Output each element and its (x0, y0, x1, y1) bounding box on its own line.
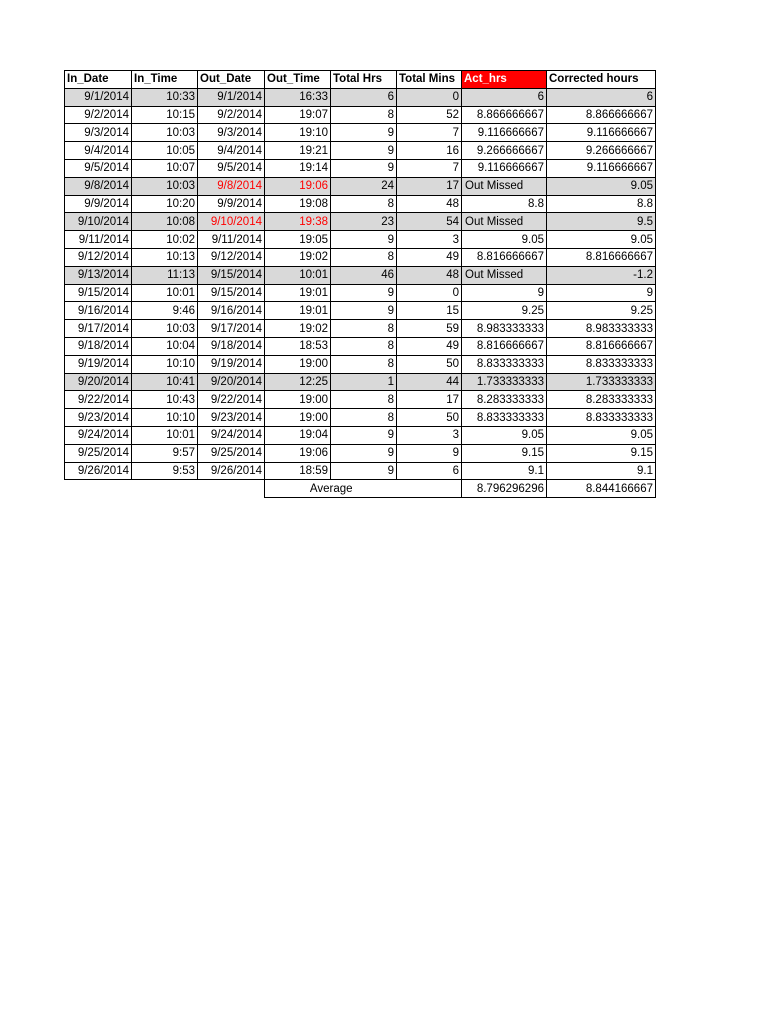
cell-total-hrs[interactable]: 9 (331, 124, 397, 142)
cell-in-date[interactable]: 9/11/2014 (65, 231, 132, 249)
table-row (65, 409, 656, 427)
cell-in-date[interactable]: 9/10/2014 (65, 213, 132, 231)
cell-out-date[interactable]: 9/1/2014 (198, 88, 265, 106)
cell-corrected-hours[interactable]: 9.15 (547, 444, 656, 462)
cell-total-mins[interactable]: 44 (397, 373, 462, 391)
cell-in-time[interactable]: 10:07 (132, 159, 198, 177)
cell-total-hrs[interactable]: 23 (331, 213, 397, 231)
table-row (65, 177, 656, 195)
cell-act-hrs[interactable]: 9.05 (462, 426, 547, 444)
cell-in-time[interactable]: 10:10 (132, 409, 198, 427)
header-total-mins[interactable]: Total Mins (397, 71, 462, 89)
cell-out-date[interactable]: 9/11/2014 (198, 231, 265, 249)
cell-out-date[interactable]: 9/24/2014 (198, 426, 265, 444)
header-out-time[interactable]: Out_Time (265, 71, 331, 89)
cell-out-time[interactable]: 10:01 (265, 266, 331, 284)
cell-out-date[interactable]: 9/15/2014 (198, 266, 265, 284)
cell-total-mins[interactable]: 9 (397, 444, 462, 462)
cell-out-time[interactable]: 19:06 (265, 444, 331, 462)
average-act-hrs[interactable]: 8.796296296 (462, 480, 547, 498)
cell-out-date[interactable]: 9/22/2014 (198, 391, 265, 409)
table-row (65, 302, 656, 320)
cell-out-date[interactable]: 9/19/2014 (198, 355, 265, 373)
cell-act-hrs[interactable]: 9.15 (462, 444, 547, 462)
cell-out-time[interactable]: 19:00 (265, 355, 331, 373)
average-row (65, 480, 656, 498)
cell-act-hrs[interactable]: 8.8 (462, 195, 547, 213)
cell-act-hrs[interactable]: 8.833333333 (462, 409, 547, 427)
cell-in-time[interactable]: 10:05 (132, 142, 198, 160)
cell-out-time[interactable]: 19:10 (265, 124, 331, 142)
cell-out-date[interactable]: 9/17/2014 (198, 320, 265, 338)
cell-out-time[interactable]: 19:05 (265, 231, 331, 249)
cell-total-mins[interactable]: 50 (397, 409, 462, 427)
cell-in-date[interactable]: 9/22/2014 (65, 391, 132, 409)
table-row (65, 195, 656, 213)
table-row (65, 373, 656, 391)
cell-corrected-hours[interactable]: 9.05 (547, 231, 656, 249)
cell-act-hrs[interactable]: 6 (462, 88, 547, 106)
cell-total-hrs[interactable]: 9 (331, 426, 397, 444)
average-label[interactable]: Average (265, 480, 397, 498)
cell-in-time[interactable]: 9:57 (132, 444, 198, 462)
cell-total-mins[interactable]: 54 (397, 213, 462, 231)
cell-corrected-hours[interactable]: 8.866666667 (547, 106, 656, 124)
cell-out-time[interactable]: 16:33 (265, 88, 331, 106)
table-row (65, 213, 656, 231)
header-corrected-hours[interactable]: Corrected hours (547, 71, 656, 89)
table-row (65, 266, 656, 284)
cell-total-hrs[interactable]: 9 (331, 302, 397, 320)
cell-total-hrs[interactable]: 8 (331, 320, 397, 338)
header-in-date[interactable]: In_Date (65, 71, 132, 89)
table-row (65, 142, 656, 160)
cell-out-date[interactable]: 9/15/2014 (198, 284, 265, 302)
table-row (65, 159, 656, 177)
cell-total-mins[interactable]: 3 (397, 231, 462, 249)
cell-in-time[interactable]: 10:03 (132, 320, 198, 338)
cell-corrected-hours[interactable]: 9 (547, 284, 656, 302)
cell-corrected-hours[interactable]: 9.25 (547, 302, 656, 320)
cell-corrected-hours[interactable]: 9.116666667 (547, 159, 656, 177)
cell-out-time[interactable]: 18:53 (265, 337, 331, 355)
cell-out-date[interactable]: 9/26/2014 (198, 462, 265, 480)
table-row (65, 355, 656, 373)
cell-in-time[interactable]: 10:01 (132, 284, 198, 302)
cell-total-mins[interactable]: 0 (397, 88, 462, 106)
cell-out-date[interactable]: 9/18/2014 (198, 337, 265, 355)
average-corrected-hours[interactable]: 8.844166667 (547, 480, 656, 498)
cell-out-time[interactable]: 19:01 (265, 284, 331, 302)
header-out-date[interactable]: Out_Date (198, 71, 265, 89)
table-row (65, 444, 656, 462)
cell-total-mins[interactable]: 0 (397, 284, 462, 302)
cell-in-time[interactable]: 10:33 (132, 88, 198, 106)
cell-out-time[interactable]: 19:04 (265, 426, 331, 444)
cell-in-time[interactable]: 10:41 (132, 373, 198, 391)
header-act-hrs[interactable]: Act_hrs (462, 71, 547, 89)
cell-in-time[interactable]: 10:03 (132, 177, 198, 195)
cell-act-hrs[interactable]: 9.116666667 (462, 159, 547, 177)
cell-in-date[interactable]: 9/20/2014 (65, 373, 132, 391)
cell-in-date[interactable]: 9/25/2014 (65, 444, 132, 462)
average-gap-cell (397, 480, 462, 498)
cell-in-date[interactable]: 9/5/2014 (65, 159, 132, 177)
cell-total-mins[interactable]: 50 (397, 355, 462, 373)
cell-act-hrs[interactable]: 9.1 (462, 462, 547, 480)
cell-in-time[interactable]: 10:20 (132, 195, 198, 213)
cell-in-date[interactable]: 9/15/2014 (65, 284, 132, 302)
cell-out-date[interactable]: 9/2/2014 (198, 106, 265, 124)
cell-out-time[interactable]: 12:25 (265, 373, 331, 391)
cell-total-mins[interactable]: 52 (397, 106, 462, 124)
cell-in-time[interactable]: 10:02 (132, 231, 198, 249)
cell-out-date[interactable]: 9/25/2014 (198, 444, 265, 462)
table-row (65, 284, 656, 302)
cell-total-hrs[interactable]: 8 (331, 248, 397, 266)
cell-out-date[interactable]: 9/16/2014 (198, 302, 265, 320)
cell-in-date[interactable]: 9/18/2014 (65, 337, 132, 355)
cell-act-hrs[interactable]: Out Missed (462, 177, 547, 195)
cell-out-date[interactable]: 9/8/2014 (198, 177, 265, 195)
header-in-time[interactable]: In_Time (132, 71, 198, 89)
cell-total-mins[interactable]: 16 (397, 142, 462, 160)
cell-total-hrs[interactable]: 46 (331, 266, 397, 284)
cell-total-mins[interactable]: 15 (397, 302, 462, 320)
cell-total-mins[interactable]: 49 (397, 248, 462, 266)
cell-act-hrs[interactable]: 9.116666667 (462, 124, 547, 142)
cell-corrected-hours[interactable]: 8.983333333 (547, 320, 656, 338)
cell-in-time[interactable]: 10:43 (132, 391, 198, 409)
cell-out-time[interactable]: 19:07 (265, 106, 331, 124)
cell-in-time[interactable]: 10:04 (132, 337, 198, 355)
cell-total-hrs[interactable]: 6 (331, 88, 397, 106)
cell-total-hrs[interactable]: 9 (331, 159, 397, 177)
cell-total-hrs[interactable]: 24 (331, 177, 397, 195)
cell-act-hrs[interactable]: 8.816666667 (462, 248, 547, 266)
cell-in-date[interactable]: 9/1/2014 (65, 88, 132, 106)
cell-corrected-hours[interactable]: 8.8 (547, 195, 656, 213)
cell-act-hrs[interactable]: Out Missed (462, 213, 547, 231)
cell-in-time[interactable]: 10:13 (132, 248, 198, 266)
cell-in-date[interactable]: 9/4/2014 (65, 142, 132, 160)
cell-in-date[interactable]: 9/3/2014 (65, 124, 132, 142)
cell-in-date[interactable]: 9/8/2014 (65, 177, 132, 195)
cell-total-mins[interactable]: 6 (397, 462, 462, 480)
cell-out-time[interactable]: 19:02 (265, 320, 331, 338)
cell-in-time[interactable]: 10:03 (132, 124, 198, 142)
cell-out-date[interactable]: 9/10/2014 (198, 213, 265, 231)
cell-total-hrs[interactable]: 9 (331, 231, 397, 249)
cell-total-mins[interactable]: 17 (397, 391, 462, 409)
header-row (65, 71, 656, 89)
table-row (65, 391, 656, 409)
cell-total-mins[interactable]: 7 (397, 159, 462, 177)
cell-total-mins[interactable]: 49 (397, 337, 462, 355)
cell-act-hrs[interactable]: 9 (462, 284, 547, 302)
cell-in-time[interactable]: 11:13 (132, 266, 198, 284)
footer-blank-cell (65, 480, 132, 498)
header-total-hrs[interactable]: Total Hrs (331, 71, 397, 89)
cell-corrected-hours[interactable]: -1.2 (547, 266, 656, 284)
timesheet-table (64, 70, 656, 498)
cell-in-time[interactable]: 10:08 (132, 213, 198, 231)
footer-blank-cell (132, 480, 198, 498)
cell-out-time[interactable]: 19:21 (265, 142, 331, 160)
cell-corrected-hours[interactable]: 9.5 (547, 213, 656, 231)
cell-in-date[interactable]: 9/9/2014 (65, 195, 132, 213)
cell-total-hrs[interactable]: 8 (331, 337, 397, 355)
cell-total-mins[interactable]: 48 (397, 195, 462, 213)
cell-out-time[interactable]: 19:02 (265, 248, 331, 266)
cell-out-date[interactable]: 9/5/2014 (198, 159, 265, 177)
table-row (65, 88, 656, 106)
cell-in-date[interactable]: 9/24/2014 (65, 426, 132, 444)
cell-total-mins[interactable]: 7 (397, 124, 462, 142)
footer-blank-cell (198, 480, 265, 498)
cell-out-date[interactable]: 9/3/2014 (198, 124, 265, 142)
cell-corrected-hours[interactable]: 9.266666667 (547, 142, 656, 160)
cell-out-time[interactable]: 19:14 (265, 159, 331, 177)
cell-total-hrs[interactable]: 8 (331, 355, 397, 373)
cell-act-hrs[interactable]: Out Missed (462, 266, 547, 284)
cell-total-mins[interactable]: 17 (397, 177, 462, 195)
cell-act-hrs[interactable]: 9.05 (462, 231, 547, 249)
cell-out-time[interactable]: 19:00 (265, 391, 331, 409)
cell-act-hrs[interactable]: 8.816666667 (462, 337, 547, 355)
cell-corrected-hours[interactable]: 8.833333333 (547, 355, 656, 373)
cell-total-hrs[interactable]: 9 (331, 462, 397, 480)
cell-in-date[interactable]: 9/16/2014 (65, 302, 132, 320)
cell-out-date[interactable]: 9/12/2014 (198, 248, 265, 266)
cell-corrected-hours[interactable]: 9.116666667 (547, 124, 656, 142)
table-row (65, 106, 656, 124)
cell-in-time[interactable]: 10:15 (132, 106, 198, 124)
cell-in-date[interactable]: 9/17/2014 (65, 320, 132, 338)
cell-total-mins[interactable]: 48 (397, 266, 462, 284)
cell-out-time[interactable]: 19:00 (265, 409, 331, 427)
cell-total-hrs[interactable]: 8 (331, 391, 397, 409)
table-row (65, 124, 656, 142)
cell-total-hrs[interactable]: 9 (331, 444, 397, 462)
cell-act-hrs[interactable]: 9.25 (462, 302, 547, 320)
cell-act-hrs[interactable]: 1.733333333 (462, 373, 547, 391)
cell-total-hrs[interactable]: 1 (331, 373, 397, 391)
table-row (65, 337, 656, 355)
cell-total-mins[interactable]: 3 (397, 426, 462, 444)
cell-in-date[interactable]: 9/19/2014 (65, 355, 132, 373)
cell-act-hrs[interactable]: 8.983333333 (462, 320, 547, 338)
cell-corrected-hours[interactable]: 8.283333333 (547, 391, 656, 409)
cell-in-time[interactable]: 10:01 (132, 426, 198, 444)
cell-in-date[interactable]: 9/13/2014 (65, 266, 132, 284)
table-row (65, 426, 656, 444)
cell-total-hrs[interactable]: 8 (331, 409, 397, 427)
cell-corrected-hours[interactable]: 1.733333333 (547, 373, 656, 391)
cell-corrected-hours[interactable]: 8.816666667 (547, 248, 656, 266)
cell-act-hrs[interactable]: 8.283333333 (462, 391, 547, 409)
table-row (65, 248, 656, 266)
table-row (65, 320, 656, 338)
cell-in-time[interactable]: 9:53 (132, 462, 198, 480)
cell-out-date[interactable]: 9/20/2014 (198, 373, 265, 391)
cell-total-mins[interactable]: 59 (397, 320, 462, 338)
cell-act-hrs[interactable]: 9.266666667 (462, 142, 547, 160)
cell-act-hrs[interactable]: 8.833333333 (462, 355, 547, 373)
cell-in-date[interactable]: 9/26/2014 (65, 462, 132, 480)
cell-total-hrs[interactable]: 9 (331, 142, 397, 160)
cell-in-time[interactable]: 9:46 (132, 302, 198, 320)
cell-out-date[interactable]: 9/23/2014 (198, 409, 265, 427)
cell-in-time[interactable]: 10:10 (132, 355, 198, 373)
cell-out-time[interactable]: 18:59 (265, 462, 331, 480)
cell-total-hrs[interactable]: 8 (331, 195, 397, 213)
table-body (65, 88, 656, 480)
cell-out-time[interactable]: 19:08 (265, 195, 331, 213)
cell-in-date[interactable]: 9/23/2014 (65, 409, 132, 427)
cell-corrected-hours[interactable]: 8.816666667 (547, 337, 656, 355)
table-row (65, 231, 656, 249)
cell-out-time[interactable]: 19:38 (265, 213, 331, 231)
cell-corrected-hours[interactable]: 6 (547, 88, 656, 106)
cell-total-hrs[interactable]: 9 (331, 284, 397, 302)
cell-in-date[interactable]: 9/12/2014 (65, 248, 132, 266)
cell-corrected-hours[interactable]: 8.833333333 (547, 409, 656, 427)
cell-corrected-hours[interactable]: 9.1 (547, 462, 656, 480)
cell-corrected-hours[interactable]: 9.05 (547, 177, 656, 195)
cell-total-hrs[interactable]: 8 (331, 106, 397, 124)
table-row (65, 462, 656, 480)
cell-out-time[interactable]: 19:01 (265, 302, 331, 320)
cell-corrected-hours[interactable]: 9.05 (547, 426, 656, 444)
cell-act-hrs[interactable]: 8.866666667 (462, 106, 547, 124)
cell-out-date[interactable]: 9/9/2014 (198, 195, 265, 213)
cell-out-date[interactable]: 9/4/2014 (198, 142, 265, 160)
cell-in-date[interactable]: 9/2/2014 (65, 106, 132, 124)
cell-out-time[interactable]: 19:06 (265, 177, 331, 195)
